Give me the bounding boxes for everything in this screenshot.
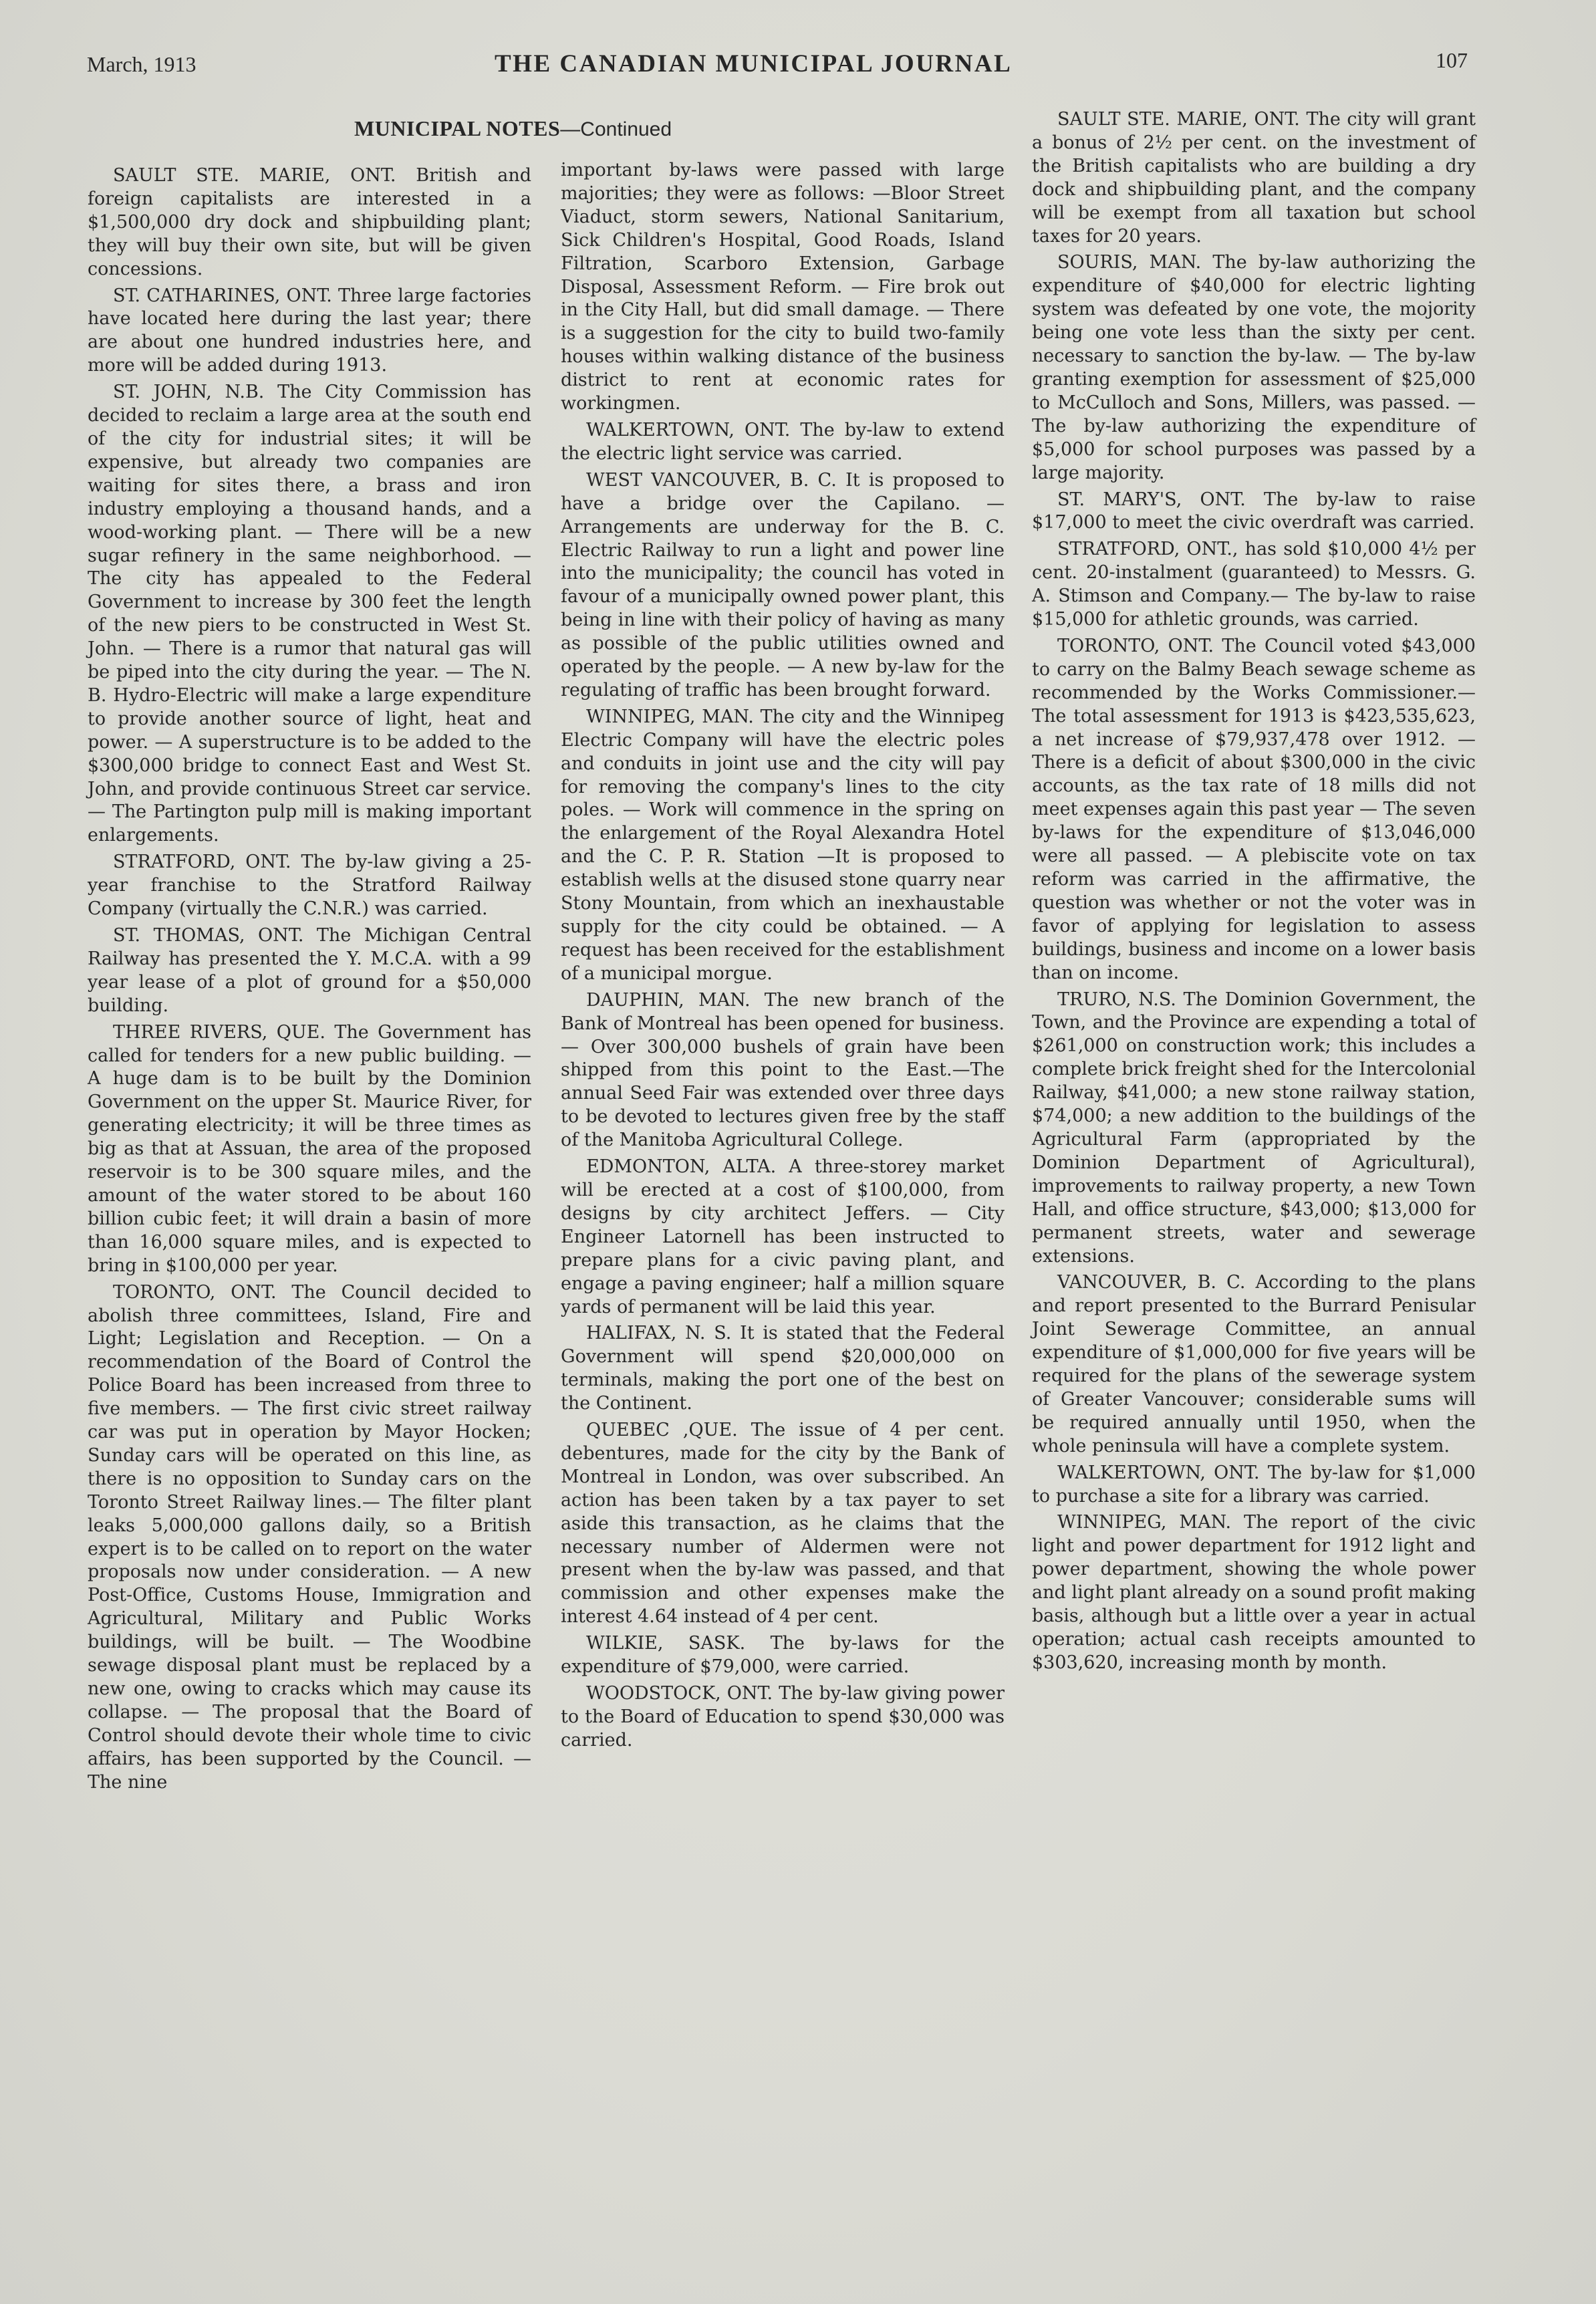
news-item: THREE RIVERS, QUE. The Government has called for tenders for a new public building. — A huge dam is to be built by the Dominion Government on the upper St. Maurice River, for generating electricity; it will be three times as big as that at Assuan, the area of the proposed reservoir is to be 300 square miles, and the amount of the water stored to be about 160 billion cubic feet; it will drain a basin of more than 16,000 square miles, and is expected to bring in $100,000 per year. <box>88 1021 531 1276</box>
news-item: SAULT STE. MARIE, ONT. The city will grant a bonus of 2½ per cent. on the investment of the British capitalists who are building a dry dock and shipbuilding plant, and the company will be exempt from all taxation but school taxes for 20 years. <box>1032 109 1476 247</box>
news-item: TRURO, N.S. The Dominion Government, the Town, and the Province are expending a total of $261,000 on construction work; this includes a complete brick freight shed for the Intercolonial Railway, $41,000; a new stone railway station, $74,000; a new addition to the buildings of the Agricultural Farm (appropriated by the Dominion Department of Agricultural), improvements to railway property, a new Town Hall, and office structure, $43,000; $13,000 for permanent streets, water and sewerage extensions. <box>1032 989 1476 1267</box>
news-item: TORONTO, ONT. The Council voted $43,000 to carry on the Balmy Beach sewage scheme as recommended by the Works Commissioner.—The total assessment for 1913 is $423,535,623, a net increase of $79,937,478 over 1912. — There is a deficit of about $300,000 in the civic accounts, as the tax rate of 18 mills did not meet expenses again this past year — The seven by-laws for the expenditure of $13,046,000 were all passed. — A plebiscite vote on tax reform was carried in the affirmative, the question was whether or not the voter was in favor of applying for legislation to assess buildings, business and income on a lower basis than on income. <box>1032 635 1476 983</box>
news-item: SAULT STE. MARIE, ONT. British and foreign capitalists are interested in a $1,500,000 dry dock and shipbuilding plant; they will buy their own site, but will be given concessions. <box>88 165 531 279</box>
news-item: WILKIE, SASK. The by-laws for the expenditure of $79,000, were carried. <box>561 1633 1005 1678</box>
news-item: ST. CATHARINES, ONT. Three large factories have located here during the last year; there are about one hundred industries here, and more will be added during 1913. <box>88 285 531 376</box>
news-item: STRATFORD, ONT. The by-law giving a 25-year franchise to the Stratford Railway Company (virtually the C.N.R.) was carried. <box>88 852 531 920</box>
news-item: SOURIS, MAN. The by-law authorizing the expenditure of $40,000 for electric lighting system was defeated by one vote, the mojority being one vote less than the sixty per cent. necessary to sanction the by-law. — The by-law granting exemption for assessment of $25,000 to McCulloch and Sons, Millers, was passed. — The by-law authorizing the expenditure of $5,000 for school purposes was passed by a large majority. <box>1032 252 1476 483</box>
news-item: DAUPHIN, MAN. The new branch of the Bank of Montreal has been opened for business. — Over 300,000 bushels of grain have been shipped from this point to the East.—The annual Seed Fair was extended over three days to be devoted to lectures given free by the staff of the Manitoba Agricultural College. <box>561 989 1005 1151</box>
news-item: WINNIPEG, MAN. The report of the civic light and power department for 1912 light and power department, showing the whole power and light plant already on a sound profit making basis, although but a little over a year in actual operation; actual cash receipts amounted to $303,620, increasing month by month. <box>1032 1512 1476 1673</box>
news-item: QUEBEC ,QUE. The issue of 4 per cent. debentures, made for the city by the Bank of Montreal in London, was over subscribed. An action has been taken by a tax payer to set aside this transaction, as he claims that the necessary number of Aldermen were not present when the by-law was passed, and that commission and other expenses make the interest 4.64 instead of 4 per cent. <box>561 1420 1005 1628</box>
news-item: EDMONTON, ALTA. A three-storey market will be erected at a cost of $100,000, from designs by city architect Jeffers. — City Engineer Latornell has been instructed to prepare plans for a civic paving plant, and engage a paving engineer; half a million square yards of permanent will be laid this year. <box>561 1156 1005 1317</box>
news-item: STRATFORD, ONT., has sold $10,000 4½ per cent. 20-instalment (guaranteed) to Messrs. G. A. Stimson and Company.— The by-law to raise $15,000 for athletic grounds, was carried. <box>1032 539 1476 630</box>
news-item: WEST VANCOUVER, B. C. It is proposed to have a bridge over the Capilano. — Arrangements are underway for the B. C. Electric Railway to run a light and power line into the municipality; the council has voted in favour of a municipally owned power plant, this being in line with their policy of having as many as possible of the public utilities owned and operated by the people. — A new by-law for the regulating of traffic has been brought forward. <box>561 469 1005 700</box>
column-1 <box>88 164 531 1798</box>
news-item: ST. JOHN, N.B. The City Commission has decided to reclaim a large area at the south end of the city for industrial sites; it will be expensive, but already two companies are waiting for sites there, a brass and iron industry employing a thousand hands, and a wood-working plant. — There will be a new sugar refinery in the same neighborhood. — The city has appealed to the Federal Government to increase by 300 feet the length of the new piers to be constructed in West St. John. — There is a rumor that natural gas will be piped into the city during the year. — The N. B. Hydro-Electric will make a large expenditure to provide another source of light, heat and power. — A superstructure is to be added to the $300,000 bridge to connect East and West St. John, and provide continuous Street car service. — The Partington pulp mill is making important enlargements. <box>88 382 531 846</box>
column-2 <box>561 159 1005 1756</box>
news-item: HALIFAX, N. S. It is stated that the Federal Government will spend $20,000,000 on terminals, making the port one of the best on the Continent. <box>561 1323 1005 1414</box>
news-item: WALKERTOWN, ONT. The by-law to extend the electric light service was carried. <box>561 419 1005 464</box>
page-number: 107 <box>1436 48 1468 72</box>
issue-date: March, 1913 <box>87 52 196 76</box>
news-item: VANCOUVER, B. C. According to the plans and report presented to the Burrard Penisular Joint Sewerage Committee, an annual expenditure of $1,000,000 for five years will be required for the plans of the sewerage system of Greater Vancouver; considerable sums will be required annually until 1950, when the whole peninsula will have a complete system. <box>1032 1272 1476 1456</box>
news-item: ST. MARY'S, ONT. The by-law to raise $17,000 to meet the civic overdraft was carried. <box>1032 489 1476 533</box>
news-item: TORONTO, ONT. The Council decided to abolish three committees, Island, Fire and Light; Legislation and Reception. — On a recommendation of the Board of Control the Police Board has been increased from three to five members. — The first civic street railway car was put in operation by Mayor Hocken; Sunday cars will be operated on this line, as there is no opposition to Sunday cars on the Toronto Street Railway lines.— The filter plant leaks 5,000,000 gallons daily, so a British expert is to be called on to report on the water proposals now under consideration. — A new Post-Office, Customs House, Immigration and Agricultural, Military and Public Works buildings, will be built. — The Woodbine sewage disposal plant must be replaced by a new one, owing to cracks which may cause its collapse. — The proposal that the Board of Control should devote their whole time to civic affairs, has been supported by the Council. — The nine <box>88 1281 531 1793</box>
section-heading <box>354 116 672 141</box>
section-title: MUNICIPAL NOTES <box>354 116 561 140</box>
news-item: important by-laws were passed with large majorities; they were as follows: —Bloor Street Viaduct, storm sewers, National Sanitarium, Sick Children's Hospital, Good Roads, Island Filtration, Scarboro Extension, Garbage Disposal, Assessment Reform. — Fire brok out in the City Hall, but did small damage. — There is a suggestion for the city to build two-family houses within walking distance of the business district to rent at economic rates for workingmen. <box>561 160 1005 414</box>
news-item: WOODSTOCK, ONT. The by-law giving power to the Board of Education to spend $30,000 was carried. <box>561 1683 1005 1751</box>
news-item: WINNIPEG, MAN. The city and the Winnipeg Electric Company will have the electric poles and conduits in joint use and the city will pay for removing the company's lines to the city poles. — Work will commence in the spring on the enlargement of the Royal Alexandra Hotel and the C. P. R. Station —It is proposed to establish wells at the disused stone quarry near Stony Mountain, from which an inexhaustable supply for the city could be obtained. — A request has been received for the establishment of a municipal morgue. <box>561 706 1005 984</box>
column-3 <box>1032 108 1476 1678</box>
news-item: ST. THOMAS, ONT. The Michigan Central Railway has presented the Y. M.C.A. with a 99 year lease of a plot of ground for a $50,000 building. <box>88 925 531 1016</box>
section-continued: —Continued <box>560 118 672 140</box>
journal-title: THE CANADIAN MUNICIPAL JOURNAL <box>495 50 1013 78</box>
news-item: WALKERTOWN, ONT. The by-law for $1,000 to purchase a site for a library was carried. <box>1032 1462 1476 1507</box>
